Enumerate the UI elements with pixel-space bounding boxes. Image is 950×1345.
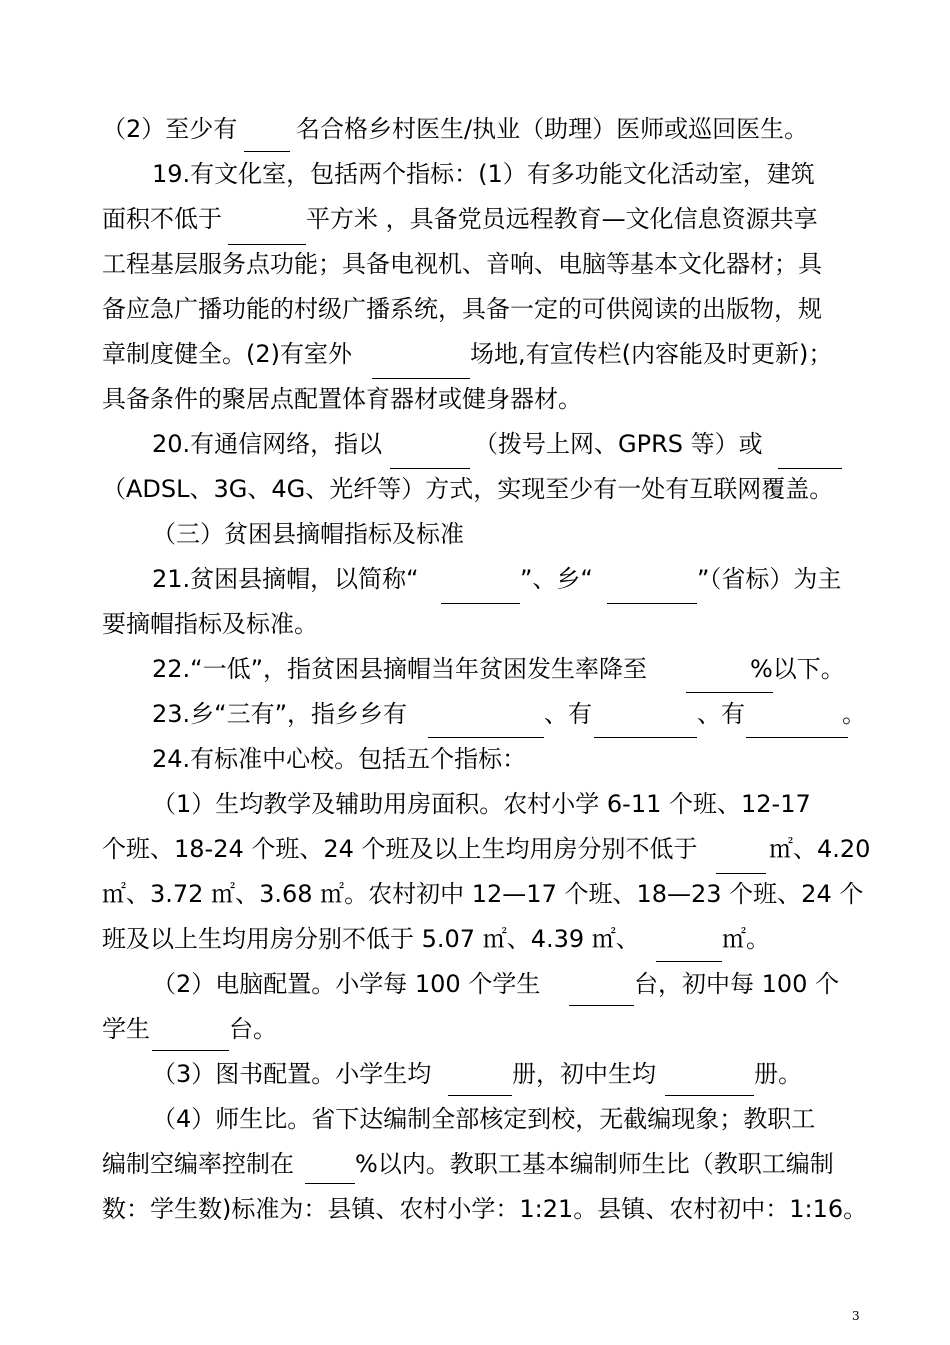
text-segment: 学生 xyxy=(102,1015,150,1043)
text-segment: 章制度健全。(2)有室外 xyxy=(102,340,352,368)
text-line-3 xyxy=(0,197,950,242)
text-segment: ”（省标）为主 xyxy=(697,565,842,593)
text-segment: 、有 xyxy=(544,700,592,728)
text-segment: 台，初中每 100 个 xyxy=(634,970,840,998)
text-line-21 xyxy=(0,1007,950,1052)
text-segment: （2）电脑配置。小学每 100 个学生 xyxy=(152,970,541,998)
text-line-13 xyxy=(0,647,950,692)
text-line-6 xyxy=(0,332,950,377)
text-line-12 xyxy=(0,602,950,647)
fill-blank xyxy=(569,1005,634,1006)
text-line-1 xyxy=(0,107,950,152)
text-segment: 册，初中生均 xyxy=(512,1060,656,1088)
text-segment: （拨号上网、GPRS 等）或 xyxy=(474,430,763,458)
text-line-4 xyxy=(0,242,950,287)
fill-blank xyxy=(746,737,848,738)
fill-blank xyxy=(656,961,722,962)
fill-blank xyxy=(594,737,697,738)
fill-blank xyxy=(428,737,544,738)
text-segment: （ADSL、3G、4G、光纤等）方式，实现至少有一处有互联网覆盖。 xyxy=(102,475,834,503)
text-segment: ”、乡“ xyxy=(520,565,593,593)
text-segment: ㎡、4.20 xyxy=(769,835,871,863)
text-segment: 要摘帽指标及标准。 xyxy=(102,610,318,638)
page-number: 3 xyxy=(852,1309,860,1323)
text-segment: 21.贫困县摘帽，以简称“ xyxy=(152,565,419,593)
fill-blank xyxy=(665,1095,754,1096)
text-segment: 名合格乡村医生/执业（助理）医师或巡回医生。 xyxy=(296,115,809,143)
text-segment: （4）师生比。省下达编制全部核定到校，无截编现象；教职工 xyxy=(152,1105,816,1133)
fill-blank xyxy=(448,1095,512,1096)
text-segment: ㎡。 xyxy=(722,925,770,953)
text-line-18 xyxy=(0,872,950,917)
text-segment: 工程基层服务点功能；具备电视机、音响、电脑等基本文化器材；具 xyxy=(102,250,822,278)
fill-blank xyxy=(228,244,306,245)
fill-blank xyxy=(305,1183,355,1184)
fill-blank xyxy=(716,873,766,874)
text-segment: 编制空编率控制在 xyxy=(102,1150,294,1178)
text-segment: 20.有通信网络，指以 xyxy=(152,430,383,458)
text-line-22 xyxy=(0,1052,950,1097)
text-segment: 具备条件的聚居点配置体育器材或健身器材。 xyxy=(102,385,582,413)
text-segment: （3）图书配置。小学生均 xyxy=(152,1060,432,1088)
text-segment: 数：学生数)标准为：县镇、农村小学：1:21。县镇、农村初中：1:16。 xyxy=(102,1195,868,1223)
text-line-16 xyxy=(0,782,950,827)
text-line-23 xyxy=(0,1097,950,1142)
text-segment: 台。 xyxy=(229,1015,277,1043)
fill-blank xyxy=(686,692,773,693)
text-line-15 xyxy=(0,737,950,782)
text-segment: 24.有标准中心校。包括五个指标： xyxy=(152,745,527,773)
fill-blank xyxy=(778,468,842,469)
text-segment: 个班、18-24 个班、24 个班及以上生均用房分别不低于 xyxy=(102,835,698,863)
fill-blank xyxy=(441,603,520,604)
text-line-11 xyxy=(0,557,950,602)
section-heading: （三）贫困县摘帽指标及标准 xyxy=(152,520,464,548)
text-segment: 。 xyxy=(842,700,866,728)
text-segment: 22.“一低”，指贫困县摘帽当年贫困发生率降至 xyxy=(152,655,648,683)
text-segment: %以下。 xyxy=(750,655,845,683)
text-line-19 xyxy=(0,917,950,962)
text-segment: 备应急广播功能的村级广播系统，具备一定的可供阅读的出版物，规 xyxy=(102,295,822,323)
text-segment: 班及以上生均用房分别不低于 5.07 ㎡、4.39 ㎡、 xyxy=(102,925,640,953)
text-segment: 面积不低于 xyxy=(102,205,222,233)
fill-blank xyxy=(244,151,290,152)
text-segment: 平方米 ，具备党员远程教育—文化信息资源共享 xyxy=(306,205,818,233)
text-line-17 xyxy=(0,827,950,872)
text-line-2 xyxy=(0,152,950,197)
text-segment: （2）至少有 xyxy=(102,115,238,143)
text-line-5 xyxy=(0,287,950,332)
text-segment: 册。 xyxy=(754,1060,802,1088)
text-line-14 xyxy=(0,692,950,737)
text-segment: 23.乡“三有”，指乡乡有 xyxy=(152,700,408,728)
text-line-10 xyxy=(0,512,950,557)
text-segment: （1）生均教学及辅助用房面积。农村小学 6-11 个班、12-17 xyxy=(152,790,811,818)
fill-blank xyxy=(372,378,470,379)
text-segment: ㎡、3.72 ㎡、3.68 ㎡。农村初中 12—17 个班、18—23 个班、24 个 xyxy=(102,880,864,908)
text-segment: 、有 xyxy=(697,700,745,728)
text-line-20 xyxy=(0,962,950,1007)
text-segment: %以内。教职工基本编制师生比（教职工编制 xyxy=(355,1150,834,1178)
text-line-9 xyxy=(0,467,950,512)
text-line-25 xyxy=(0,1187,950,1232)
text-line-8 xyxy=(0,422,950,467)
text-segment: 19.有文化室，包括两个指标：(1）有多功能文化活动室，建筑 xyxy=(152,160,815,188)
text-segment: 场地,有宣传栏(内容能及时更新)； xyxy=(470,340,833,368)
text-line-7 xyxy=(0,377,950,422)
fill-blank xyxy=(390,468,470,469)
fill-blank xyxy=(152,1050,229,1051)
text-line-24 xyxy=(0,1142,950,1187)
fill-blank xyxy=(607,603,697,604)
